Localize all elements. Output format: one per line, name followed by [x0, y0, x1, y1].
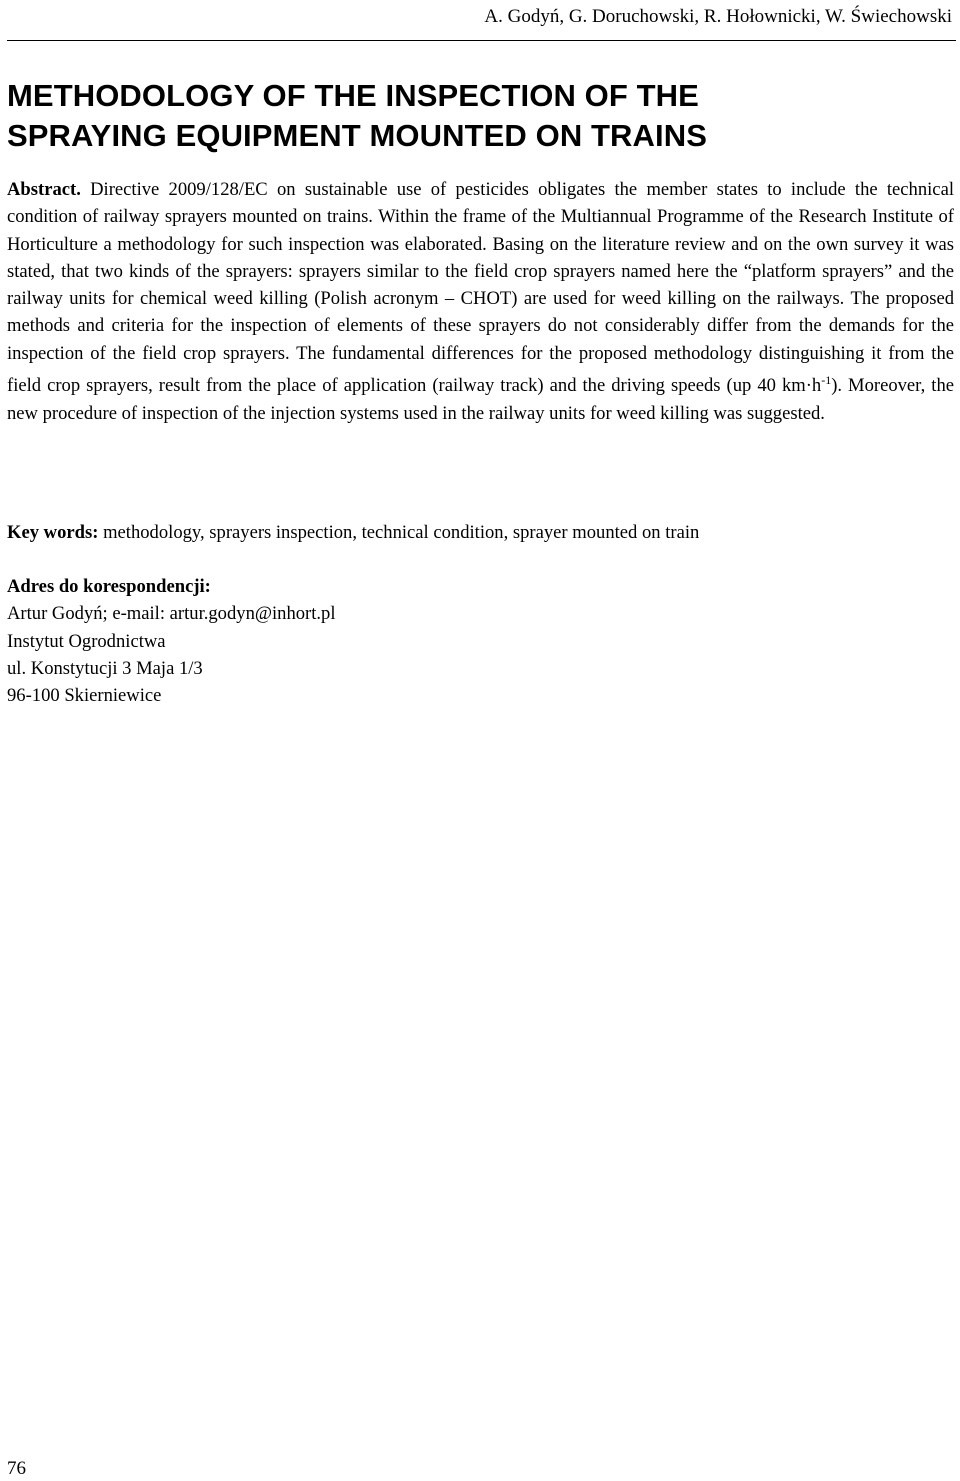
correspondence-line-city: 96-100 Skierniewice	[7, 685, 162, 707]
keywords-label: Key words:	[7, 522, 99, 543]
running-head-authors: A. Godyń, G. Doruchowski, R. Hołownicki, W. Świechowski	[484, 6, 952, 27]
abstract-superscript: -1	[821, 373, 832, 388]
abstract-label: Abstract.	[7, 179, 81, 200]
correspondence-line-institute: Instytut Ogrodnictwa	[7, 630, 166, 652]
abstract	[7, 176, 954, 427]
correspondence-line-name-email: Artur Godyń; e-mail: artur.godyn@inhort.pl	[7, 603, 336, 625]
paper-title	[7, 76, 947, 156]
keywords	[7, 519, 954, 546]
title-line-2: SPRAYING EQUIPMENT MOUNTED ON TRAINS	[7, 118, 708, 153]
page-number: 76	[7, 1458, 26, 1479]
abstract-text-part1: Directive 2009/128/EC on sustainable use of pesticides obligates the member states to include the technical condition of railway sprayers mounted on trains. Within the frame of the Multiannual Programme of the Research Institute of Horticulture a methodology for such inspection was elaborated. Basing on the literature review and on the own survey it was stated, that two kinds of the sprayers: sprayers similar to the field crop sprayers named here the “platform sprayers” and the railway units for chemical weed killing (Polish acronym – CHOT) are used for weed killing on the railways. The proposed methods and criteria for the inspection of elements of these sprayers do not considerably differ from the demands for the inspection of the field crop sprayers. The fundamental differences for the proposed methodology distinguishing it from the field crop sprayers, result from the place of application (railway track) and the driving speeds (up 40 km·h	[7, 179, 954, 397]
title-line-1: METHODOLOGY OF THE INSPECTION OF THE	[7, 78, 699, 113]
abstract-text-part2: ). Moreover, the new procedure of inspection of the injection systems used in the railway units for weed killing was suggested.	[7, 375, 955, 424]
correspondence-block	[7, 573, 607, 709]
correspondence-label: Adres do korespondencji:	[7, 576, 211, 597]
header-rule	[7, 40, 956, 41]
keywords-text: methodology, sprayers inspection, technical condition, sprayer mounted on train	[103, 522, 700, 543]
correspondence-line-street: ul. Konstytucji 3 Maja 1/3	[7, 657, 203, 679]
